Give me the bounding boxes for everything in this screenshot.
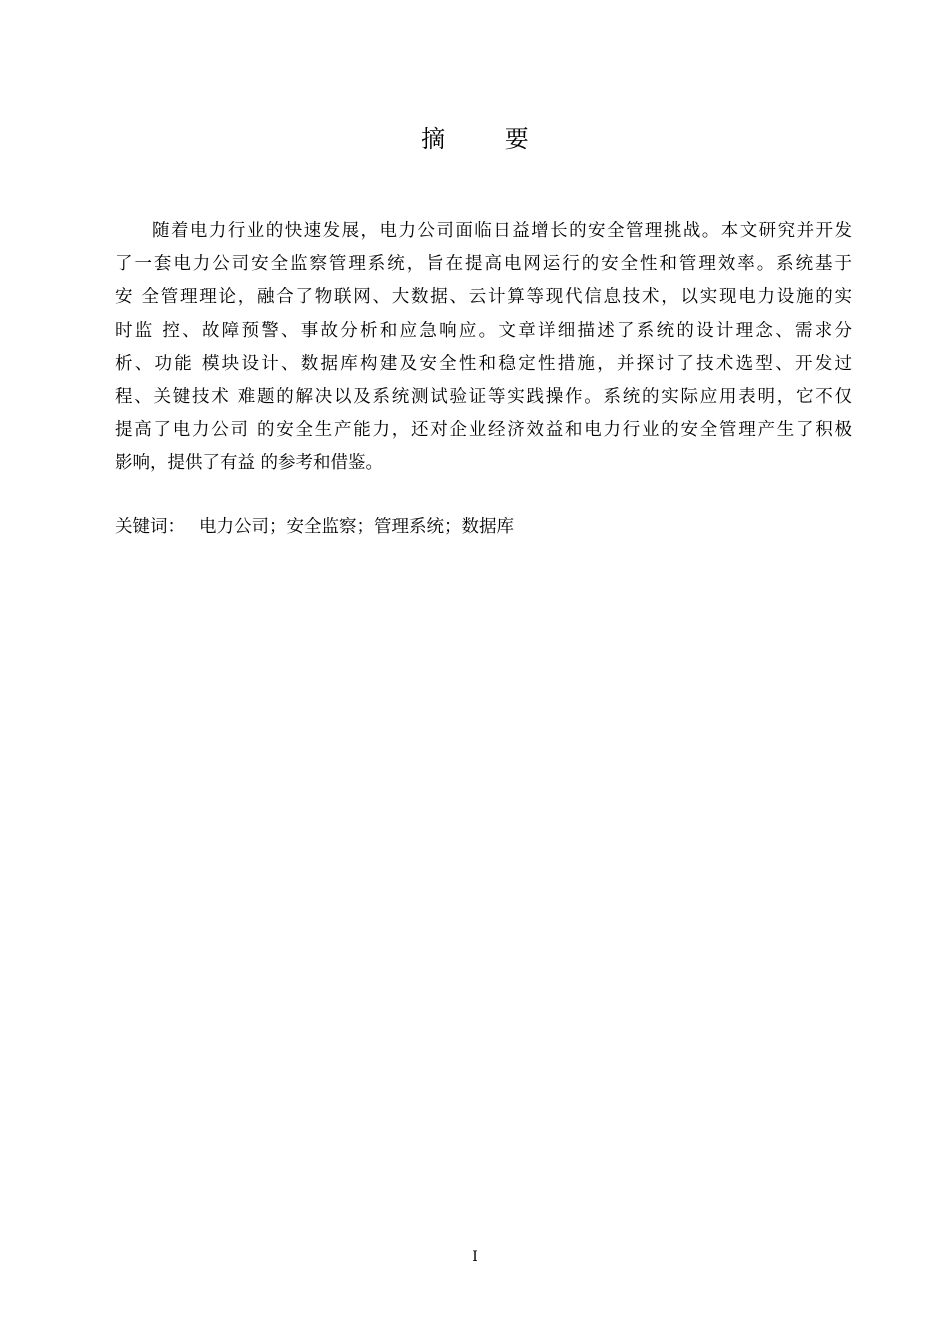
abstract-body [115, 215, 852, 481]
abstract-line: 安 全管理理论，融合了物联网、大数据、云计算等现代信息技术，以实现电力设施的实 [115, 287, 852, 308]
abstract-line: 了一套电力公司安全监察管理系统，旨在提高电网运行的安全性和管理效率。系统基于 [115, 254, 852, 275]
page-title: 摘 要 [421, 125, 555, 153]
keywords-label: 关键词： [115, 517, 185, 537]
abstract-line: 析、功能 模块设计、数据库构建及安全性和稳定性措施，并探讨了技术选型、开发过 [115, 353, 852, 374]
keywords-value: 电力公司；安全监察；管理系统；数据库 [199, 517, 514, 537]
page-number: I [472, 1249, 478, 1265]
abstract-line: 程、关键技术 难题的解决以及系统测试验证等实践操作。系统的实际应用表明，它不仅 [115, 386, 852, 407]
abstract-line: 提高了电力公司 的安全生产能力，还对企业经济效益和电力行业的安全管理产生了积极 [115, 420, 852, 441]
keywords-row [115, 512, 514, 542]
abstract-line: 影响，提供了有益 的参考和借鉴。 [115, 453, 384, 474]
abstract-line: 随着电力行业的快速发展，电力公司面临日益增长的安全管理挑战。本文研究并开发 [152, 221, 852, 241]
abstract-line: 时监 控、故障预警、事故分析和应急响应。文章详细描述了系统的设计理念、需求分 [115, 320, 852, 341]
